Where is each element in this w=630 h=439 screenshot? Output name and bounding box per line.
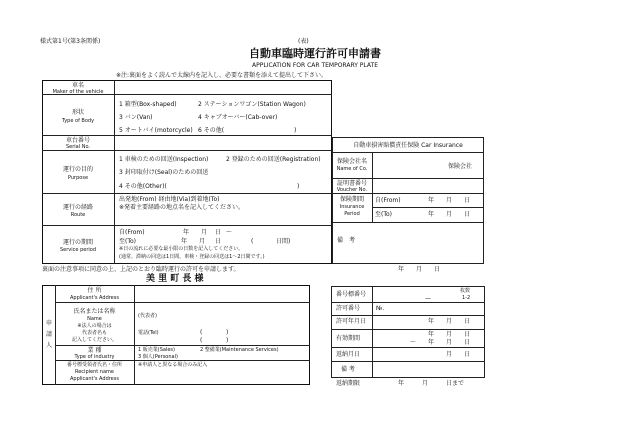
industry-label: 業 種 [87, 347, 102, 354]
route-label-en: Route [70, 212, 86, 218]
route-field[interactable] [115, 212, 331, 224]
return-date-label: 返納月日 [336, 351, 361, 358]
purpose-label-en: Purpose [67, 175, 89, 181]
industry-option-1[interactable]: 1 販売業(Sales) [138, 347, 175, 353]
holder-label: 番号標受領者氏名・住所 [66, 362, 122, 368]
voucher-label-en: Voucher No. [336, 187, 368, 193]
addressee: 美 里 町 長 様 [146, 274, 204, 284]
body-option-1[interactable]: 1 箱型(Box-shaped) [119, 101, 177, 108]
body-option-2[interactable]: 2 ステーションワゴン(Station Wagon) [198, 101, 306, 108]
holder-field[interactable] [135, 368, 309, 384]
plate-number-label: 番号標番号 [336, 291, 367, 298]
serial-field[interactable] [115, 136, 331, 150]
insurance-to[interactable]: 至(To) [375, 211, 392, 218]
insurance-period-label: 保険期間 [339, 196, 364, 203]
side-marker: (表) [298, 38, 309, 45]
insurance-from[interactable]: 自(From) [375, 197, 401, 204]
holder-note: ※申請人と異なる場合のみ記入 [138, 362, 208, 368]
permit-number-label: 許可番号 [336, 305, 361, 312]
permit-date-label: 許可年月日 [336, 318, 367, 325]
address-label-en: Applicant's Address [70, 295, 119, 301]
insurance-remarks-field[interactable] [372, 223, 482, 263]
industry-option-2[interactable]: 2 整備業(Maintenance Services) [200, 347, 279, 353]
instruction-note: ※注:裏面をよく読んで太線内を記入し、必要な書類を添えて提出して下さい。 [116, 72, 328, 79]
agreement-text: 裏面の注意事項に同意の上、上記のとおり臨時運行の許可を申請します。 [42, 266, 240, 273]
service-period-label: 運行の期間 [62, 239, 93, 246]
body-option-6-close: ) [294, 127, 297, 134]
purpose-option-4-close: ) [297, 183, 300, 190]
body-option-6[interactable]: 6 その他( [198, 127, 225, 134]
validity-label: 有効期間 [336, 335, 361, 342]
purpose-option-1[interactable]: 1 車検のための回送(Inspection) [119, 156, 209, 163]
page-title-en: APPLICATION FOR CAR TEMPORARY PLATE [251, 62, 378, 69]
purpose-label: 運行の目的 [62, 166, 93, 173]
office-remarks-label: 備 考 [341, 366, 355, 373]
applicant-side-label: 申請人 [45, 320, 52, 349]
insurance-remarks-label: 備 考 [337, 237, 356, 244]
serial-label: 車台番号 [65, 137, 90, 144]
insurance-company-label: 保険会社名 [336, 158, 367, 165]
body-option-5[interactable]: 5 オートバイ(motorcycle) [119, 127, 193, 134]
route-line-1: 出発地(From) 経由地(Via)到着地(To) [119, 196, 220, 203]
name-label: 氏名または名称 [73, 308, 116, 315]
address-label: 住 所 [87, 287, 102, 294]
return-deadline-until: 日まで [446, 380, 465, 387]
body-type-label: 形状 [71, 109, 84, 116]
service-to[interactable]: 至(To) [119, 238, 136, 245]
vehicle-name-field[interactable] [115, 81, 331, 94]
service-note-1: ※日の流れに必要な最小限の日数を記入してください。 [119, 246, 244, 252]
purpose-option-4[interactable]: 4 その他(Other)( [119, 183, 167, 190]
industry-label-en: Type of industry [74, 354, 115, 360]
name-label-en: Name [87, 316, 102, 322]
form-number: 様式第1号(第3条関係) [40, 38, 101, 45]
return-deadline-label: 返納期限 [336, 380, 361, 387]
purpose-option-3[interactable]: 3 封印取付け(Seal)のための回送 [119, 169, 209, 176]
address-field[interactable] [135, 286, 309, 302]
route-label: 運行の経路 [62, 204, 93, 211]
insurance-company-value[interactable]: 保険会社 [448, 163, 473, 170]
representative-label: (代表者) [138, 313, 157, 319]
tel-label: 電話(Tel) [138, 330, 159, 336]
tel-field[interactable] [204, 328, 224, 344]
purpose-option-2[interactable]: 2 登録のための回送(Registration) [226, 156, 321, 163]
name-field[interactable] [135, 303, 309, 325]
permit-number-prefix: №. [376, 305, 385, 312]
voucher-label: 証明書番号 [336, 180, 367, 187]
page-title: 自動車臨時運行許可申請書 [249, 47, 381, 60]
serial-label-en: Serial No. [65, 144, 91, 150]
plate-count-label: 枚数 [460, 288, 471, 294]
service-period-label-en: Service period [60, 247, 96, 253]
body-type-label-en: Type of Body [61, 118, 95, 124]
service-note-2: (通常、滞納の回送は1日間、車検・登録の回送は1～2日間です。) [119, 254, 265, 260]
service-from[interactable]: 自(From) [119, 229, 145, 236]
vehicle-name-label-en: Maker of the vehicle [52, 89, 104, 95]
insurance-heading: 自動車損害賠償責任保険 Car Insurance [353, 142, 463, 149]
industry-option-3[interactable]: 3 個人(Personal) [138, 354, 178, 360]
body-option-4[interactable]: 4 キャブオーバー(Cab-over) [198, 114, 278, 121]
service-days[interactable]: 日間) [276, 238, 291, 245]
plate-count-value: 1-2 [462, 295, 471, 301]
vehicle-name-label: 車名 [71, 82, 84, 89]
body-option-3[interactable]: 3 バン(Van) [119, 114, 153, 121]
voucher-field[interactable] [373, 179, 483, 193]
route-line-2: ※発着主要経路の地点名を記入してください。 [119, 204, 245, 211]
insurance-company-label-en: Name of Co. [336, 166, 368, 172]
